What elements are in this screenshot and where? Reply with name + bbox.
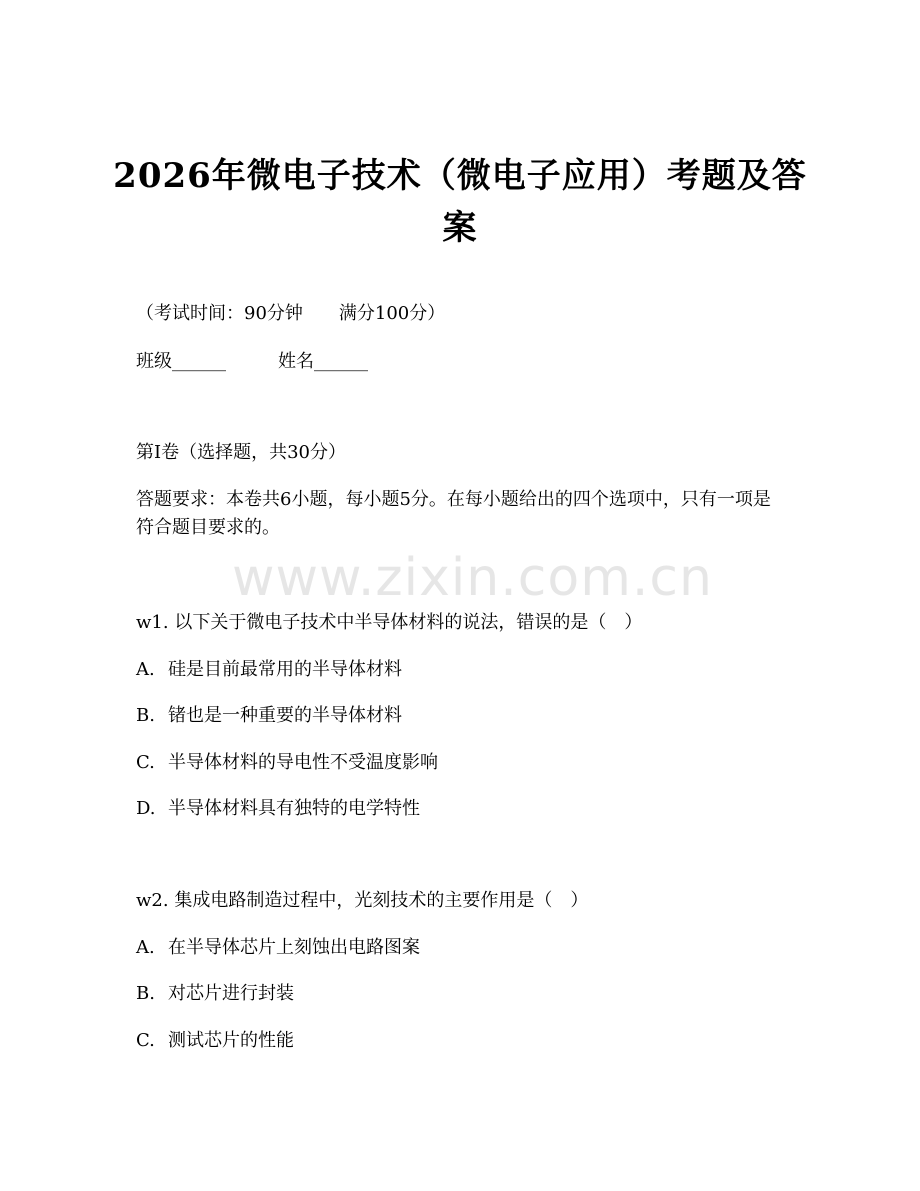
- option-text: 测试芯片的性能: [168, 1030, 294, 1051]
- watermark: www.zixin.com.cn: [232, 548, 713, 608]
- question-stem: [136, 609, 642, 637]
- class-label: 班级______: [136, 351, 226, 372]
- question-number: w1.: [136, 612, 169, 633]
- option-letter: D.: [136, 798, 156, 819]
- option: [136, 702, 402, 730]
- class-name-row: [136, 348, 368, 376]
- option-letter: B.: [136, 983, 155, 1004]
- exam-info: （考试时间：90分钟 满分100分）: [136, 303, 446, 324]
- option-text: 硅是目前最常用的半导体材料: [168, 659, 402, 680]
- option-letter: A.: [136, 659, 155, 680]
- option-text: 半导体材料具有独特的电学特性: [168, 798, 420, 819]
- option-letter: A.: [136, 937, 155, 958]
- question-text: 集成电路制造过程中，光刻技术的主要作用是（ ）: [174, 890, 589, 911]
- option-text: 锗也是一种重要的半导体材料: [168, 705, 402, 726]
- question-number: w2.: [136, 890, 169, 911]
- page-title: 2026年微电子技术（微电子应用）考题及答案: [113, 156, 807, 248]
- option: [136, 980, 294, 1008]
- option-letter: C.: [136, 752, 155, 773]
- instructions: 答题要求：本卷共6小题，每小题5分。在每小题给出的四个选项中，只有一项是符合题目要求的。: [136, 489, 771, 538]
- option: [136, 749, 438, 777]
- option-letter: B.: [136, 705, 155, 726]
- option-letter: C.: [136, 1030, 155, 1051]
- option-text: 半导体材料的导电性不受温度影响: [168, 752, 438, 773]
- option: [136, 656, 402, 684]
- option-text: 对芯片进行封装: [168, 983, 294, 1004]
- option: [136, 934, 420, 962]
- section-title: 第I卷（选择题，共30分）: [136, 442, 347, 463]
- option-text: 在半导体芯片上刻蚀出电路图案: [168, 937, 420, 958]
- option: [136, 795, 420, 823]
- question-text: 以下关于微电子技术中半导体材料的说法，错误的是（ ）: [174, 612, 643, 633]
- option: [136, 1027, 294, 1055]
- question-stem: [136, 887, 588, 915]
- name-label: 姓名______: [278, 351, 368, 372]
